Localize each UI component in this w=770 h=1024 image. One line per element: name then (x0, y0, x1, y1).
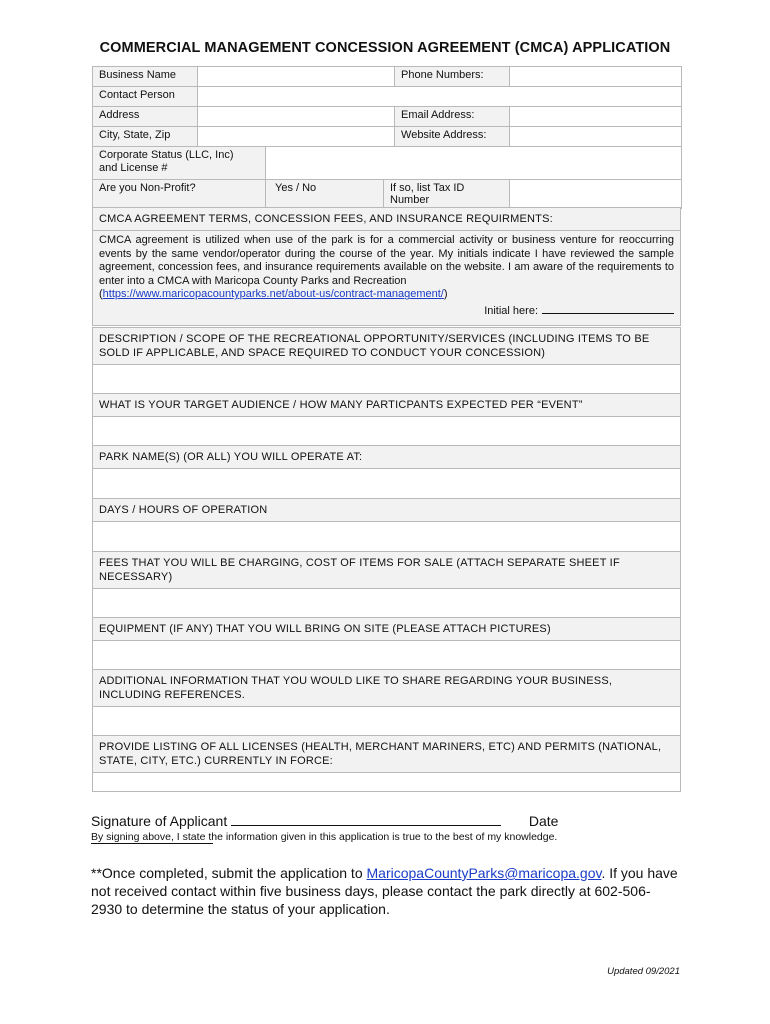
website-address-label: Website Address: (395, 127, 510, 147)
additional-section (92, 669, 681, 739)
signature-line-field[interactable] (231, 811, 501, 826)
days-header: DAYS / HOURS OF OPERATION (93, 499, 680, 521)
description-section (92, 327, 681, 399)
date-label: Date (528, 813, 559, 829)
corporate-status-line1: Corporate Status (LLC, Inc) (99, 149, 234, 161)
email-address-field[interactable] (510, 107, 682, 127)
audience-header: WHAT IS YOUR TARGET AUDIENCE / HOW MANY PARTICPANTS EXPECTED PER “EVENT” (93, 394, 680, 416)
applicant-info-table (92, 66, 682, 209)
contact-person-field[interactable] (198, 87, 682, 107)
initial-row (99, 303, 674, 319)
equipment-header: EQUIPMENT (IF ANY) THAT YOU WILL BRING ON SITE (PLEASE ATTACH PICTURES) (93, 618, 680, 640)
phone-numbers-label: Phone Numbers: (395, 67, 510, 87)
initial-label: Initial here: (484, 304, 538, 317)
additional-header: ADDITIONAL INFORMATION THAT YOU WOULD LIKE TO SHARE REGARDING YOUR BUSINESS, INCLUDING REFERENCES. (93, 670, 680, 706)
submit-suffix: . If you have not received contact within five business days, please contact the park directly at 602-506-2930 to determine the status of your application. (91, 865, 678, 917)
licenses-section (92, 735, 681, 792)
corporate-status-label (93, 147, 266, 180)
contract-management-link[interactable]: https://www.maricopacountyparks.net/about-us/contract-management/ (102, 288, 444, 301)
fees-section (92, 551, 681, 622)
page-title: COMMERCIAL MANAGEMENT CONCESSION AGREEMENT (CMCA) APPLICATION (99, 40, 671, 56)
non-profit-label: Are you Non-Profit? (93, 180, 266, 209)
equipment-section (92, 617, 681, 673)
tax-id-label: If so, list Tax ID Number (384, 180, 510, 209)
contact-person-label: Contact Person (93, 87, 198, 107)
equipment-field[interactable] (93, 640, 680, 672)
additional-field[interactable] (93, 706, 680, 738)
terms-section (92, 207, 681, 326)
signature-label: Signature of Applicant (91, 813, 228, 829)
corporate-status-field[interactable] (266, 147, 682, 180)
phone-numbers-field[interactable] (510, 67, 682, 87)
parks-header: PARK NAME(S) (OR ALL) YOU WILL OPERATE AT: (93, 446, 680, 468)
updated-date: Updated 09/2021 (607, 966, 680, 977)
submit-instructions (91, 864, 681, 918)
terms-header: CMCA AGREEMENT TERMS, CONCESSION FEES, AND INSURANCE REQUIRMENTS: (93, 208, 680, 230)
fees-header: FEES THAT YOU WILL BE CHARGING, COST OF ITEMS FOR SALE (ATTACH SEPARATE SHEET IF NECESSARY) (93, 552, 680, 588)
parks-field[interactable] (93, 468, 680, 500)
description-header: DESCRIPTION / SCOPE OF THE RECREATIONAL OPPORTUNITY/SERVICES (INCLUDING ITEMS TO BE SOLD IF APPLICABLE, AND SPACE REQUIRED TO CONDUCT YOUR CONCESSION) (93, 328, 680, 364)
tax-id-field[interactable] (510, 180, 682, 209)
parks-section (92, 445, 681, 501)
parks-email-link[interactable]: MaricopaCountyParks@maricopa.gov (366, 865, 602, 881)
initial-line-field[interactable] (542, 303, 674, 314)
days-field[interactable] (93, 521, 680, 553)
email-address-label: Email Address: (395, 107, 510, 127)
business-name-label: Business Name (93, 67, 198, 87)
address-label: Address (93, 107, 198, 127)
city-state-zip-label: City, State, Zip (93, 127, 198, 147)
submit-prefix: **Once completed, submit the application to (91, 865, 363, 881)
days-section (92, 498, 681, 554)
licenses-header: PROVIDE LISTING OF ALL LICENSES (HEALTH, MERCHANT MARINERS, ETC) AND PERMITS (NATIONAL, STATE, CITY, ETC.) CURRENTLY IN FORCE: (93, 736, 680, 772)
corporate-status-line2: and License # (99, 162, 168, 174)
website-address-field[interactable] (510, 127, 682, 147)
audience-section (92, 393, 681, 451)
address-field[interactable] (198, 107, 395, 127)
yes-no-option[interactable]: Yes / No (266, 180, 384, 209)
signature-note: By signing above, I state the information given in this application is true to the best of my knowledge. (91, 831, 558, 843)
terms-text: CMCA agreement is utilized when use of the park is for a commercial activity or business venture for reoccurring events by the same vendor/operator during the course of the year. My initials indicate I have reviewed the sample agreement, concession fees, and insurance requirements available on the website. I am aware of the requirements to enter into a CMCA with Maricopa County Parks and Recreation (99, 234, 674, 287)
licenses-field[interactable] (93, 772, 680, 791)
city-state-zip-field[interactable] (198, 127, 395, 147)
business-name-field[interactable] (198, 67, 395, 87)
terms-body: CMCA agreement is utilized when use of the park is for a commercial activity or business venture for reoccurring events by the same vendor/operator during the course of the year. My initials indicate I have reviewed the sample agreement, concession fees, and insurance requirements available on the website. I am aware of the requirements to enter into a CMCA with Maricopa County Parks and Recreation (https://www.maricopacountyparks.net/about-us/contract-management/) Initial here: (93, 230, 680, 325)
